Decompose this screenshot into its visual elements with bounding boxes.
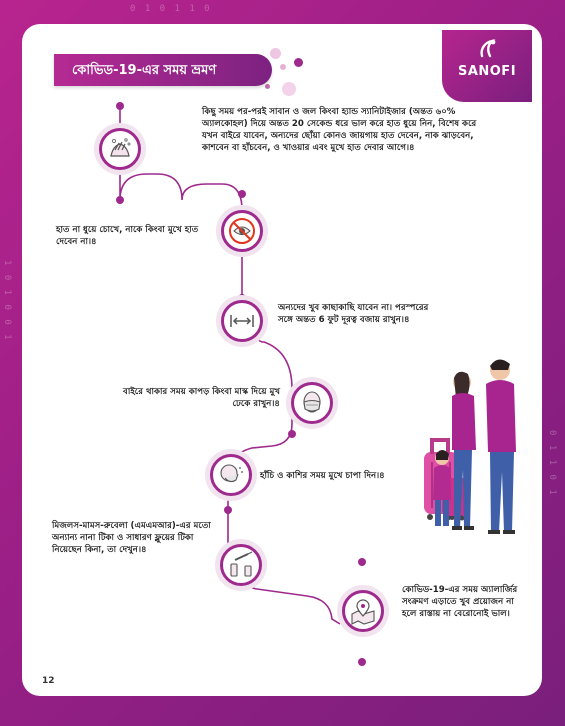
page-number: 12 — [42, 676, 55, 686]
tip-3-text: অন্যদের খুব কাছাকাছি যাবেন না। পরস্পরের সঙ্গে অন্তত 6 ফুট দূরত্ব বজায় রাখুন।৪ — [278, 303, 429, 325]
step-hand-washing — [99, 128, 141, 170]
vaccine-icon — [226, 550, 256, 580]
step-sneeze — [210, 454, 252, 496]
tip-6-text: মিজলস-মামস-রুবেলা (এমএমআর)-এর মতো অন্যান্য নানা টিকা ও সাধারণ ফ্লুয়ের টিকা নিয়েছেন কিনা, তা দেখুন।৪ — [52, 521, 211, 555]
step-face-mask — [291, 382, 333, 424]
binary-decoration-top: 0 1 0 1 1 0 — [130, 4, 212, 14]
tip-7-text: কোভিড-19-এর সময় অ্যালার্জির সংক্রমণ এড়াতে খুব প্রয়োজন না হলে রাস্তায় না বেরোনোই ভাল। — [402, 585, 518, 619]
sneeze-icon — [216, 460, 246, 490]
binary-decoration-left: 1 0 1 0 0 1 — [2, 260, 12, 342]
distance-icon — [227, 306, 257, 336]
step-vaccine — [220, 544, 262, 586]
tip-2-text: হাত না ধুয়ে চোখে, নাকে কিংবা মুখে হাত দেবেন না।৪ — [56, 225, 199, 247]
no-face-touch-icon — [227, 216, 257, 246]
tip-1-text: কিছু সময় পর-পরই সাবান ও জল কিংবা হ্যান্ড স্যানিটাইজার (অন্তত ৬০% অ্যালকোহল) দিয়ে অন্তত 20 সেকেন্ড ধরে ভাল করে হাত ধুয়ে নিন, বিশেষ করে যখন বাইরে যাবেন, অন্যদের ছোঁয়া কোনও জায়গায় হাত দেবেন, নাক ঝাড়বেন, কাশবেন বা হাঁচবেন, ও খাওয়ার এবং মুখে হাত দেবার আগে।৪ — [202, 107, 477, 153]
family-travel-illustration — [402, 340, 532, 540]
step-stay-home — [342, 590, 384, 632]
step-social-distance — [221, 300, 263, 342]
tip-5-text: হাঁচি ও কাশির সময় মুখে চাপা দিন।৪ — [260, 471, 385, 481]
tip-4-text: বাইরে থাকার সময় কাপড় কিংবা মাস্ক দিয়ে মুখ ঢেকে রাখুন।৪ — [123, 387, 280, 409]
page-title: কোভিড-19-এর সময় ভ্রমণ — [72, 63, 217, 78]
map-pin-icon — [348, 596, 378, 626]
hand-washing-icon — [105, 134, 135, 164]
page-sheet — [22, 24, 542, 696]
step-no-face-touch — [221, 210, 263, 252]
logo-text: SANOFI — [457, 64, 517, 79]
face-mask-icon — [297, 388, 327, 418]
binary-decoration-right: 0 1 1 0 1 — [547, 430, 557, 497]
